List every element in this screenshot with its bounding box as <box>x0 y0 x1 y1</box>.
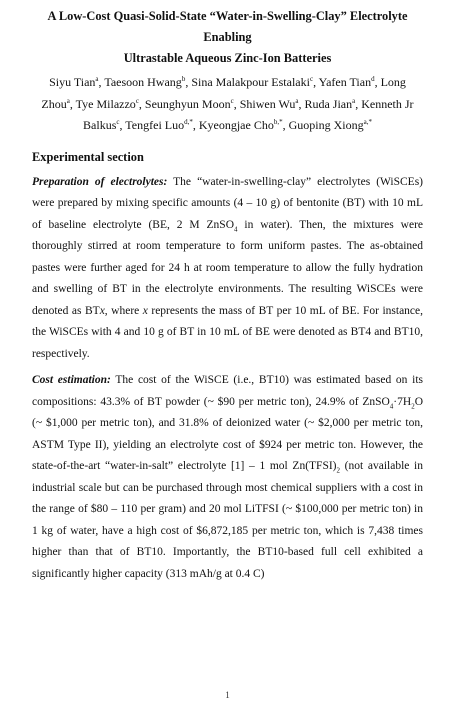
author-name: Seunghyun Moon <box>144 96 231 111</box>
author-affiliation: a <box>95 75 99 83</box>
author-name: Shiwen Wu <box>239 96 296 111</box>
author-name: Tye Milazzo <box>75 96 136 111</box>
author <box>240 97 299 111</box>
author <box>319 75 375 89</box>
author <box>125 118 193 132</box>
author <box>304 97 355 111</box>
author-affiliation: a <box>352 96 356 105</box>
italic-text: x <box>142 304 148 317</box>
author-affiliation: c <box>116 118 120 126</box>
author-name: Kenneth Jr Balkus <box>83 96 414 132</box>
author-affiliation: b <box>181 75 186 83</box>
paragraph-run-in-heading: Preparation of electrolytes: <box>32 175 168 188</box>
author-list: Siyu Tian$^a$, Taesoon Hwang$^b$, Sina Malakpour Estalaki$^c$, Yafen Tian$^d$, Long Zhou$^a$, Tye Milazzo$^c$, Seunghyun Moon$^c$, Shiwen Wu$^a$, Ruda Jian$^a$, Kenneth Jr Balkus$^c$, Tengfei Luo$^{d,*}$, Kyeongjae Cho$^{b,*}$, Guoping Xiong$^{a,*}$ <box>41 75 414 132</box>
page-number: 1 <box>225 690 230 700</box>
author-name: Tengfei Luo <box>125 118 185 132</box>
subscript: 4 <box>234 224 238 233</box>
author <box>145 97 234 111</box>
subscript: 2 <box>411 401 415 410</box>
author-affiliation: c <box>135 96 139 105</box>
author-name: Sina Malakpour Estalaki <box>191 75 310 89</box>
author-affiliation: d,* <box>184 118 193 126</box>
author <box>191 75 313 89</box>
author <box>199 118 283 132</box>
author-affiliation: a,* <box>363 118 372 126</box>
author-affiliation: c <box>230 96 234 105</box>
author-name: Yafen Tian <box>318 75 372 89</box>
author-name: Taesoon Hwang <box>104 75 182 89</box>
author-affiliation: a <box>66 96 70 105</box>
title-line-1: A Low-Cost Quasi-Solid-State “Water-in-Swelling-Clay” Electrolyte Enabling <box>47 9 408 44</box>
text-run: , where <box>104 304 143 317</box>
author-name: Siyu Tian <box>49 75 96 89</box>
text-run: in water). Then, the mixtures were thoroughly stirred at room temperature to form uniform pastes. The as-obtained pastes were further aged for 24 h at room temperature to allow the fully hydration and swelling of BT in the electrolyte environments. The resulting WiSCEs were denoted as BT <box>32 218 424 317</box>
paragraph-run-in-heading: Cost estimation: <box>32 374 111 386</box>
author-name: Long Zhou <box>41 75 406 111</box>
author-affiliation: a <box>295 96 299 105</box>
text-run: O (~ $1,000 per metric ton), and 31.8% of deionized water (~ $2,000 per metric ton, ASTM Type II), yielding an electrolyte cost of $924 per metric ton. However, the state-of-the-art “water-in-salt” electrolyte [1] – 1 mol Zn(TFSI) <box>32 395 423 472</box>
text-run: represents the mass of BT per 10 mL of BE. For instance, the WiSCEs with 4 and 10 g of BT in 10 mL of BE were denoted as BT4 and BT10, respectively. <box>32 304 424 360</box>
author-name: Kyeongjae Cho <box>198 118 274 132</box>
text-run: The cost of the WiSCE (i.e., BT10) was estimated based on its compositions: 43.3% of BT powder (~ $90 per metric ton), 24.9% of ZnSO <box>32 374 424 408</box>
paragraph <box>32 172 423 366</box>
text-run: ·7H <box>393 395 412 408</box>
text-run: (not available in industrial scale but can be purchased through most chemical suppliers with a cost in the range of $80 – 110 per gram) and 20 mol LiTFSI (~ $100,000 per metric ton) in 1 kg of water, have a high cost of $6,872,185 per metric ton, which is 7,438 times higher than that of BT10. Importantly, the BT10-based full cell exhibited a significantly higher capacity (313 mAh/g at 0.4 C) <box>32 460 423 580</box>
author-affiliation: c <box>309 75 314 83</box>
subscript: 2 <box>336 466 340 475</box>
author-affiliation: d <box>371 75 375 83</box>
document-page <box>0 6 455 706</box>
text-run: The “water-in-swelling-clay” electrolytes (WiSCEs) were prepared by mixing specific amounts (4 – 10 g) of bentonite (BT) with 10 mL of baseline electrolyte (BE, 2 M ZnSO <box>32 175 424 231</box>
italic-text: x <box>99 304 105 317</box>
subscript: 4 <box>389 401 394 410</box>
body-text <box>32 172 423 586</box>
author <box>104 75 185 89</box>
title-line-2: Ultrastable Aqueous Zinc-Ion Batteries <box>123 51 332 65</box>
paper-title <box>32 6 423 69</box>
author-name: Guoping Xiong <box>288 118 364 132</box>
author <box>289 118 372 132</box>
author-name: Ruda Jian <box>304 96 353 111</box>
paragraph <box>32 370 423 585</box>
author <box>76 97 139 111</box>
section-heading: Experimental section <box>32 149 144 164</box>
author-affiliation: b,* <box>273 118 283 126</box>
author <box>49 75 98 89</box>
